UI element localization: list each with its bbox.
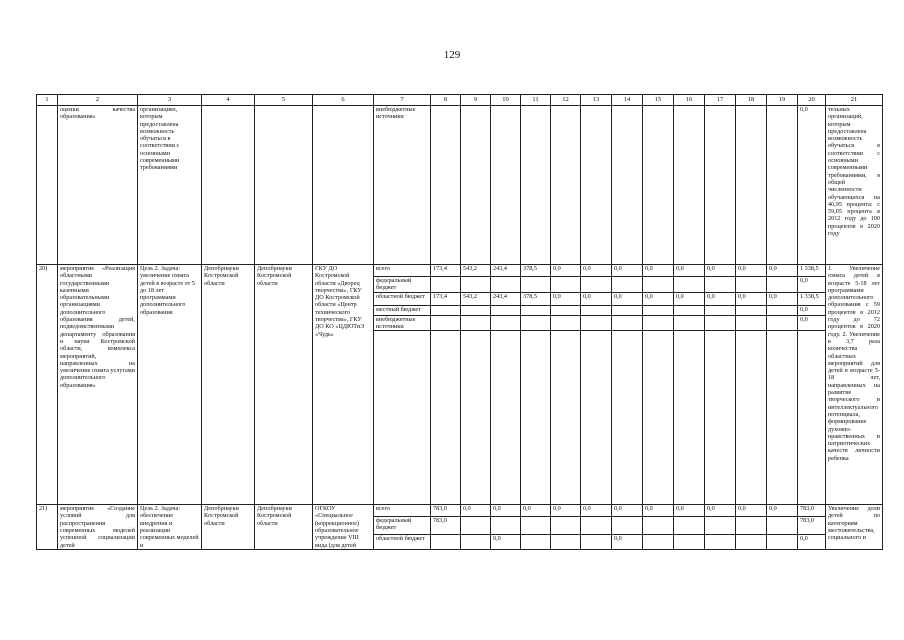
cell-value — [461, 534, 491, 549]
header-cell: 16 — [674, 95, 705, 106]
cell-value: 243,4 — [491, 292, 521, 305]
header-cell: 14 — [612, 95, 643, 106]
cell-activity: оценки качества образования» — [58, 106, 138, 265]
cell-total: 0,0 — [798, 106, 826, 265]
header-cell: 10 — [491, 95, 521, 106]
cell-value — [431, 534, 461, 549]
cell-value — [705, 534, 736, 549]
header-cell: 7 — [374, 95, 431, 106]
cell-value — [674, 315, 705, 331]
cell-value: 543,2 — [461, 292, 491, 305]
cell-value — [491, 315, 521, 331]
cell-participants: ГКУ ДО Костромской области «Дворец творчества», ГКУ ДО Костромской области «Центр технического творчества», ГКУ ДО КО «ЦДЮТиЭ «Чудь» — [313, 265, 374, 505]
header-cell: 6 — [313, 95, 374, 106]
cell-value — [491, 277, 521, 293]
cell-value: 378,5 — [521, 292, 551, 305]
cell-value: 0,0 — [612, 534, 643, 549]
cell-value — [581, 315, 612, 331]
cell-value — [705, 315, 736, 331]
cell-value: 0,0 — [612, 505, 643, 517]
cell-value: 0,0 — [581, 505, 612, 517]
cell-empty — [374, 331, 431, 505]
cell-value: 1 338,5 — [798, 265, 826, 277]
cell-value: 0,0 — [643, 505, 674, 517]
cell-source: внебюджетные источники — [374, 106, 431, 265]
header-cell: 2 — [58, 95, 138, 106]
table-row — [37, 505, 883, 517]
cell-value: 173,4 — [431, 292, 461, 305]
cell-value — [521, 534, 551, 549]
cell-value — [551, 277, 581, 293]
cell-value: 0,0 — [551, 292, 581, 305]
cell-value — [674, 305, 705, 315]
cell-value — [461, 277, 491, 293]
header-cell: 19 — [767, 95, 798, 106]
cell-goal: организациях, которым предоставлена возможность обучаться в соответствии с основными современными требованиями — [138, 106, 202, 265]
cell-value — [551, 534, 581, 549]
cell-no — [37, 106, 58, 265]
cell-value: 783,0 — [431, 516, 461, 534]
cell-value — [767, 516, 798, 534]
cell-empty — [674, 331, 705, 505]
cell-value — [612, 305, 643, 315]
cell-value — [521, 305, 551, 315]
program-table — [36, 94, 883, 550]
cell-value — [551, 305, 581, 315]
cell-value — [674, 534, 705, 549]
cell-value: 0,0 — [491, 505, 521, 517]
table-row-continued — [37, 106, 883, 265]
cell-value — [581, 534, 612, 549]
cell-goal: Цель 2. Задача: обеспечение внедрения и реализации современных моделей и — [138, 505, 202, 550]
cell-value — [491, 305, 521, 315]
cell-empty — [612, 331, 643, 505]
cell-value — [431, 315, 461, 331]
cell-value — [767, 315, 798, 331]
cell-activity: мероприятие «Создание условий для распространения современных моделей успешной социализации детей — [58, 505, 138, 550]
header-cell: 1 — [37, 95, 58, 106]
cell-empty — [461, 331, 491, 505]
cell-value — [674, 277, 705, 293]
cell-source: внебюджетные источники — [374, 315, 431, 331]
cell-value — [736, 305, 767, 315]
cell-empty — [491, 331, 521, 505]
header-cell: 15 — [643, 95, 674, 106]
cell-value — [643, 534, 674, 549]
header-cell: 18 — [736, 95, 767, 106]
cell-value — [612, 315, 643, 331]
header-cell: 3 — [138, 95, 202, 106]
cell-empty — [767, 331, 798, 505]
cell-value: 0,0 — [581, 265, 612, 277]
cell-value: 543,2 — [461, 265, 491, 277]
cell-value: 0,0 — [736, 505, 767, 517]
cell-activity: мероприятие «Реализация областными государственными казенными образовательными организациями дополнительного образования детей, подведомственными департаменту образования и науки Костромской области, комплекса мероприятий, направленных на увеличение охвата услугами дополнительного образования» — [58, 265, 138, 505]
cell-value — [521, 277, 551, 293]
cell-value: 0,0 — [798, 277, 826, 293]
cell-empty — [643, 331, 674, 505]
cell-value — [736, 277, 767, 293]
cell-empty — [431, 331, 461, 505]
cell-empty — [551, 331, 581, 505]
cell-value — [581, 277, 612, 293]
page-number: 129 — [443, 49, 461, 61]
cell-value: 783,0 — [798, 505, 826, 517]
cell-source: областной бюджет — [374, 292, 431, 305]
cell-empty — [521, 331, 551, 505]
program-table-wrap — [36, 94, 880, 614]
cell-participants: ОГКОУ «Специальное (коррекционное) образовательное учреждение VIII вида (для детей — [313, 505, 374, 550]
cell-value: 783,0 — [431, 505, 461, 517]
cell-source: федеральный бюджет — [374, 277, 431, 293]
header-row — [37, 95, 883, 106]
cell-value — [551, 315, 581, 331]
cell-empty — [736, 331, 767, 505]
header-cell: 8 — [431, 95, 461, 106]
cell-no: 21) — [37, 505, 58, 550]
header-cell: 9 — [461, 95, 491, 106]
header-cell: 12 — [551, 95, 581, 106]
cell-value — [431, 277, 461, 293]
cell-value: 0,0 — [674, 505, 705, 517]
cell-value: 378,5 — [521, 265, 551, 277]
cell-empty — [581, 331, 612, 505]
cell-value — [461, 315, 491, 331]
cell-executor: Депобрнауки Костромской области — [202, 265, 255, 505]
header-cell: 21 — [826, 95, 883, 106]
cell-value — [581, 305, 612, 315]
cell-value: 0,0 — [491, 534, 521, 549]
cell-value — [643, 516, 674, 534]
cell-value — [491, 516, 521, 534]
cell-value — [431, 305, 461, 315]
table-body — [37, 95, 883, 550]
table-row — [37, 265, 883, 277]
cell-empty — [705, 331, 736, 505]
cell-value — [612, 516, 643, 534]
cell-empty — [798, 331, 826, 505]
cell-value: 0,0 — [736, 292, 767, 305]
cell-value: 0,0 — [643, 292, 674, 305]
header-cell: 4 — [202, 95, 255, 106]
cell-value — [643, 315, 674, 331]
cell-value — [736, 315, 767, 331]
cell-value: 0,0 — [705, 292, 736, 305]
cell-coexecutor: Депобрнауки Костромской области — [255, 505, 313, 550]
cell-value: 0,0 — [767, 292, 798, 305]
cell-value: 0,0 — [521, 505, 551, 517]
cell-value: 0,0 — [798, 315, 826, 331]
cell-value: 1 338,5 — [798, 292, 826, 305]
cell-value — [674, 516, 705, 534]
cell-value: 0,0 — [767, 505, 798, 517]
cell-value: 0,0 — [461, 505, 491, 517]
cell-value: 0,0 — [674, 292, 705, 305]
cell-source: местный бюджет — [374, 305, 431, 315]
cell-value: 0,0 — [705, 505, 736, 517]
cell-value: 0,0 — [798, 305, 826, 315]
cell-value: 783,0 — [798, 516, 826, 534]
cell-coexecutor: Депобрнауки Костромской области — [255, 265, 313, 505]
cell-source: областной бюджет — [374, 534, 431, 549]
cell-value: 243,4 — [491, 265, 521, 277]
cell-source: федеральный бюджет — [374, 516, 431, 534]
header-cell: 20 — [798, 95, 826, 106]
cell-value — [705, 305, 736, 315]
cell-source: всего — [374, 265, 431, 277]
cell-value — [521, 315, 551, 331]
cell-value — [461, 516, 491, 534]
cell-value — [461, 305, 491, 315]
cell-value: 0,0 — [612, 265, 643, 277]
cell-value — [767, 277, 798, 293]
cell-value: 0,0 — [705, 265, 736, 277]
cell-value: 0,0 — [767, 265, 798, 277]
cell-result: 1. Увеличение охвата детей в возрасте 5-18 лет программами дополнительного образования с 59 процентов в 2012 году до 72 процентов в 2020 году. 2. Увеличение в 3,7 раза количества областных мероприятий для детей в возрасте 5-18 лет, направленных на развитие творческого и интеллектуального потенциала, формирование духовно-нравственных и патриотических качеств личности ребенка — [826, 265, 883, 505]
cell-value — [551, 516, 581, 534]
cell-value: 0,0 — [798, 534, 826, 549]
cell-value — [521, 516, 551, 534]
cell-executor: Депобрнауки Костромской области — [202, 505, 255, 550]
cell-value: 0,0 — [674, 265, 705, 277]
cell-value: 173,4 — [431, 265, 461, 277]
cell-value — [643, 305, 674, 315]
header-cell: 17 — [705, 95, 736, 106]
cell-value: 0,0 — [612, 292, 643, 305]
cell-value: 0,0 — [551, 505, 581, 517]
cell-value — [643, 277, 674, 293]
cell-value — [705, 516, 736, 534]
header-cell: 11 — [521, 95, 551, 106]
cell-result: тельных организаций, которым предоставлена возможность обучаться в соответствии с основными современными требованиями, в общей численности обучающихся на 40,95 процента: с 59,05 процента в 2012 году до 100 процентов в 2020 году — [826, 106, 883, 265]
cell-result: Увеличение доли детей по категориям местожительства, социального и — [826, 505, 883, 550]
cell-value: 0,0 — [581, 292, 612, 305]
header-cell: 5 — [255, 95, 313, 106]
cell-value — [612, 277, 643, 293]
cell-value — [705, 277, 736, 293]
cell-value — [767, 305, 798, 315]
cell-no: 20) — [37, 265, 58, 505]
cell-value: 0,0 — [551, 265, 581, 277]
cell-value — [736, 516, 767, 534]
cell-source: всего — [374, 505, 431, 517]
cell-value: 0,0 — [643, 265, 674, 277]
cell-value: 0,0 — [736, 265, 767, 277]
header-cell: 13 — [581, 95, 612, 106]
cell-goal: Цель 2. Задача: увеличение охвата детей в возрасте от 5 до 18 лет программами дополнительного образования — [138, 265, 202, 505]
cell-value — [581, 516, 612, 534]
cell-value — [736, 534, 767, 549]
cell-value — [767, 534, 798, 549]
